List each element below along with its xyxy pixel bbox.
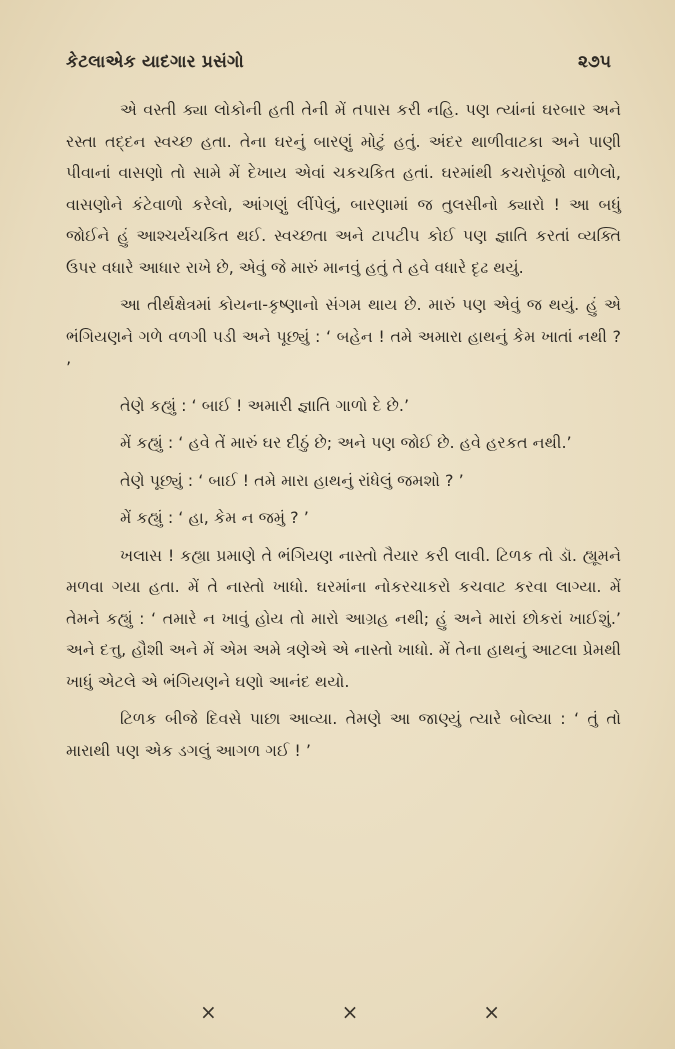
page-body bbox=[66, 94, 621, 766]
page-header bbox=[66, 52, 611, 82]
separator-mark: × bbox=[483, 1000, 500, 1024]
page-number: ૨૭૫ bbox=[578, 52, 611, 72]
paragraph-5: તેણે પૂછ્યું : ‘ બાઈ ! તમે મારા હાથનું રાંધેલું જમશો ? ’ bbox=[120, 470, 464, 490]
separator-mark: × bbox=[200, 1000, 217, 1024]
paragraph-8: ટિળક બીજે દિવસે પાછા આવ્યા. તેમણે આ જાણ્યું ત્યારે બોલ્યા : ‘ તું તો મારાથી પણ એક ડગલું આગળ ગઈ ! ’ bbox=[66, 709, 621, 760]
running-title: કેટલાએક યાદગાર પ્રસંગો bbox=[66, 52, 244, 72]
section-separator bbox=[200, 1000, 500, 1024]
paragraph-4: મેં કહ્યું : ‘ હવે તેં મારું ઘર દીઠું છે; અને પણ જોઈ છે. હવે હરકત નથી.’ bbox=[120, 433, 572, 452]
paragraph-3: તેણે કહ્યું : ‘ બાઈ ! અમારી જ્ઞાતિ ગાળો દે છે.’ bbox=[120, 395, 410, 415]
paragraph-7: ખલાસ ! કહ્યા પ્રમાણે તે ભંગિયણ નાસ્તો તૈયાર કરી લાવી. ટિળક તો ડૉ. હ્યૂમને મળવા ગયા હતા. મેં તે નાસ્તો ખાધો. ઘરમાંના નોકરચાકરો કચવાટ કરવા લાગ્યા. મેં તેમને કહ્યું : ‘ તમારે ન ખાવું હોય તો મારો આગ્રહ નથી; હું અને મારાં છોકરાં ખાઈશું.’ અને દત્તુ, હૌશી અને મેં એમ અમે ત્રણેએ એ નાસ્તો ખાધો. મેં તેના હાથનું આટલા પ્રેમથી ખાધું એટલે એ ભંગિયણને ઘણો આનંદ થયો. bbox=[66, 545, 621, 691]
paragraph-2: આ તીર્થક્ષેત્રમાં કોયના-કૃષ્ણાનો સંગમ થાય છે. મારું પણ એવું જ થયું. હું એ ભંગિયણને ગળે વળગી પડી અને પૂછ્યું : ‘ બહેન ! તમે અમારા હાથનું કેમ ખાતાં નથી ? ’ bbox=[66, 295, 621, 377]
paragraph-6: મેં કહ્યું : ‘ હા, કેમ ન જમું ? ’ bbox=[120, 508, 309, 527]
paragraph-1: એ વસ્તી ક્યા લોકોની હતી તેની મેં તપાસ કરી નહિ. પણ ત્યાંનાં ઘરબાર અને રસ્તા તદ્દન સ્વચ્છ હતા. તેના ઘરનું બારણું મોટું હતું. અંદર થાળીવાટકા અને પાણી પીવાનાં વાસણો તો સામે મેં દેખાય એવાં ચકચકિત હતાં. ઘરમાંથી કચરોપૂંજો વાળેલો, વાસણોને કંટેવાળો કરેલો, આંગણું લીંપેલું, બારણામાં જ તુલસીનો ક્યારો ! આ બધું જોઈને હું આશ્ચર્યચકિત થઈ. સ્વચ્છતા અને ટાપટીપ કોઈ પણ જ્ઞાતિ કરતાં વ્યક્તિ ઉપર વધારે આધાર રાખે છે, એવું જે મારું માનવું હતું તે હવે વધારે દૃઢ થયું. bbox=[66, 100, 621, 277]
separator-mark: × bbox=[341, 1000, 359, 1024]
